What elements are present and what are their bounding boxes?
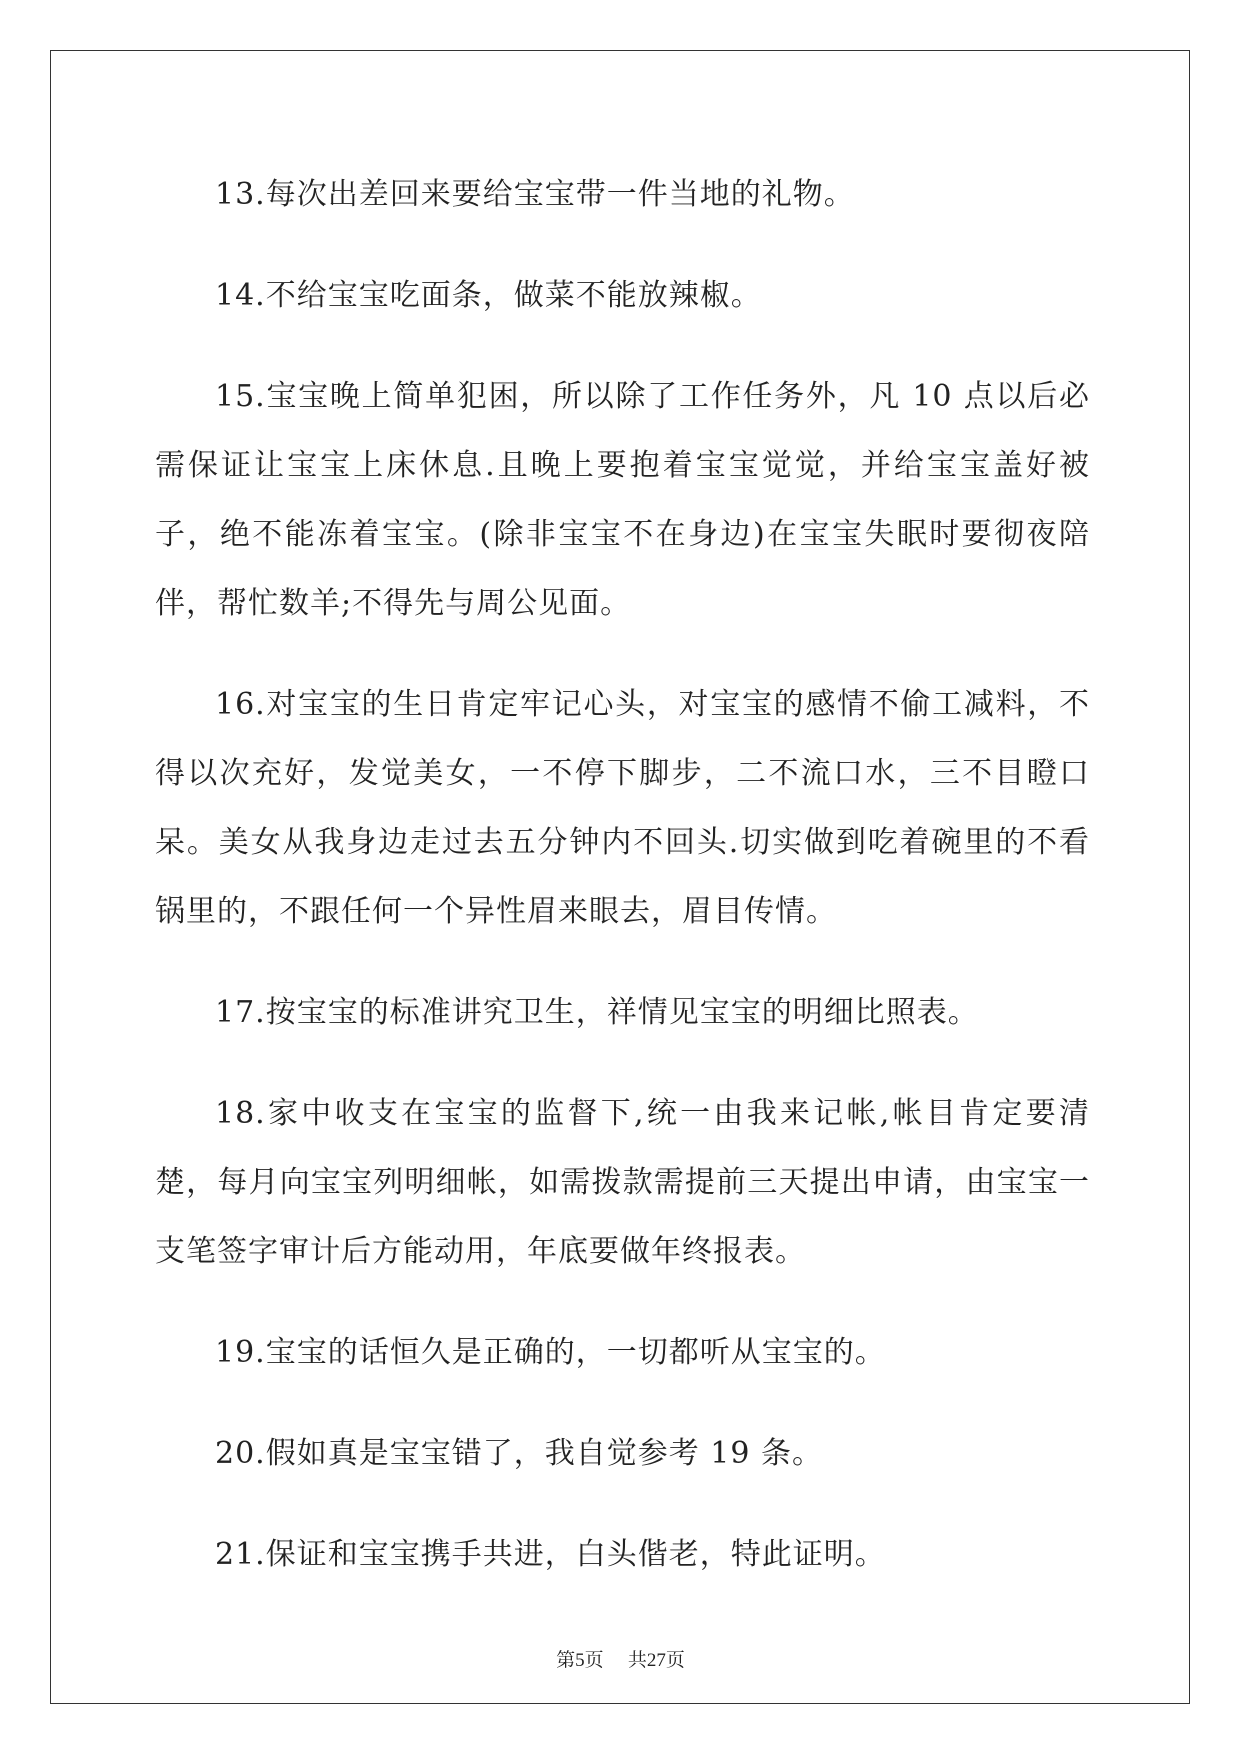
page-footer — [0, 1645, 1241, 1672]
total-prefix: 共 — [627, 1649, 647, 1671]
document-body — [155, 160, 1090, 1621]
paragraph: 20.假如真是宝宝错了，我自觉参考 19 条。 — [215, 1436, 823, 1471]
paragraph: 17.按宝宝的标准讲究卫生，祥情见宝宝的明细比照表。 — [215, 995, 979, 1030]
page-number: 5 — [575, 1650, 585, 1671]
paragraph: 16.对宝宝的生日肯定牢记心头，对宝宝的感情不偷工减料，不得以次充好，发觉美女，一不停下脚步，二不流口水，三不目瞪口呆。美女从我身边走过去五分钟内不回头.切实做到吃着碗里的不看锅里的，不跟任何一个异性眉来眼去，眉目传情。 — [155, 687, 1090, 929]
paragraph: 21.保证和宝宝携手共进，白头偕老，特此证明。 — [215, 1537, 886, 1572]
paragraph: 14.不给宝宝吃面条，做菜不能放辣椒。 — [215, 278, 762, 313]
paragraph: 19.宝宝的话恒久是正确的，一切都听从宝宝的。 — [215, 1335, 886, 1370]
paragraph: 15.宝宝晚上简单犯困，所以除了工作任务外，凡 10 点以后必需保证让宝宝上床休息.且晚上要抱着宝宝觉觉，并给宝宝盖好被子，绝不能冻着宝宝。(除非宝宝不在身边)在宝宝失眠时要彻夜陪伴，帮忙数羊;不得先与周公见面。 — [155, 379, 1090, 621]
paragraph: 18.家中收支在宝宝的监督下,统一由我来记帐,帐目肯定要清楚，每月向宝宝列明细帐，如需拨款需提前三天提出申请，由宝宝一支笔签字审计后方能动用，年底要做年终报表。 — [155, 1096, 1090, 1269]
total-pages: 27 — [646, 1650, 666, 1671]
page-prefix: 第 — [556, 1649, 576, 1671]
total-suffix: 页 — [665, 1649, 685, 1671]
page-suffix: 页 — [584, 1649, 604, 1671]
paragraph: 13.每次出差回来要给宝宝带一件当地的礼物。 — [215, 177, 855, 212]
